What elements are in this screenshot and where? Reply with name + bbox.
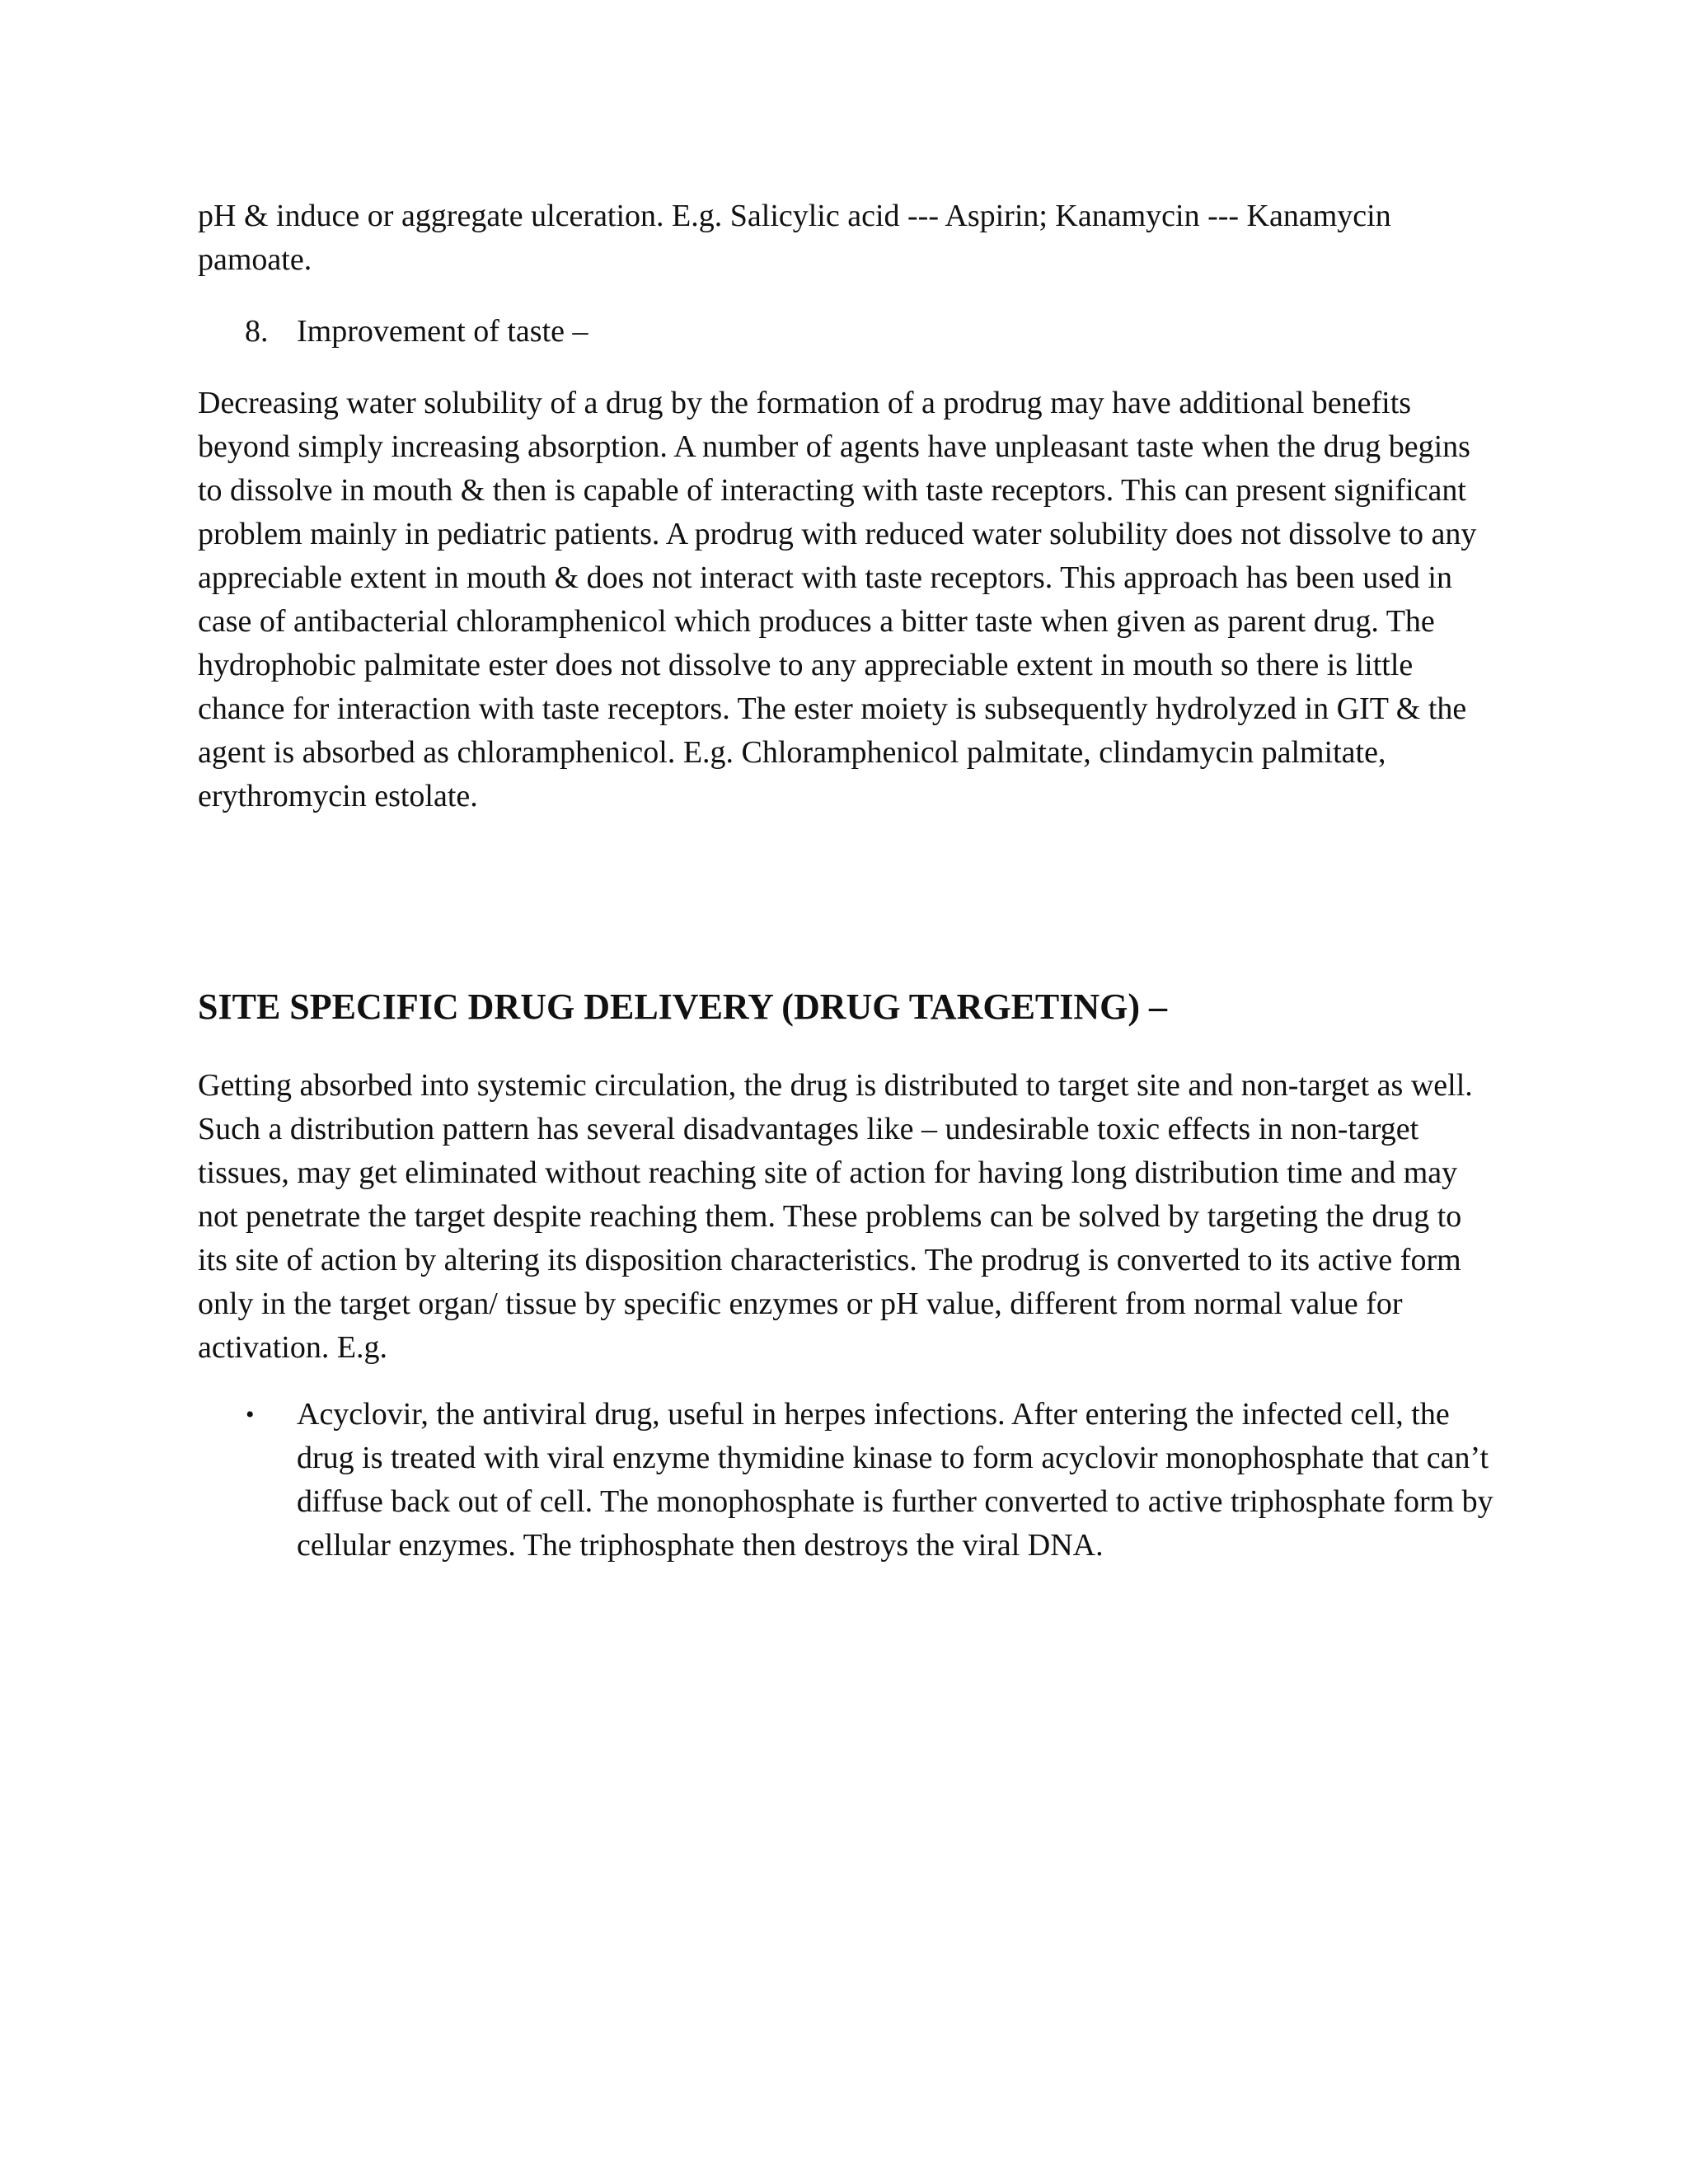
taste-paragraph: Decreasing water solubility of a drug by the formation of a prodrug may have additional benefits beyond simply increasing absorption. A number of agents have unpleasant taste when the drug begins to dissolve in mouth & then is capable of interacting with taste receptors. This can present significant problem mainly in pediatric patients. A prodrug with reduced water solubility does not dissolve to any appreciable extent in mouth & does not interact with taste receptors. This approach has been used in case of antibacterial chloramphenicol which produces a bitter taste when given as parent drug. The hydrophobic palmitate ester does not dissolve to any appreciable extent in mouth so there is little chance for interaction with taste receptors. The ester moiety is subsequently hydrolyzed in GIT & the agent is absorbed as chloramphenicol. E.g. Chloramphenicol palmitate, clindamycin palmitate, erythromycin estolate. — [198, 386, 1477, 813]
continuation-paragraph: pH & induce or aggregate ulceration. E.g. Salicylic acid --- Aspirin; Kanamycin --- Kanamycin pamoate. — [198, 199, 1391, 277]
bullet-icon: • — [246, 1401, 255, 1428]
section-heading: SITE SPECIFIC DRUG DELIVERY (DRUG TARGETING) – — [198, 987, 1168, 1027]
list-item-number: 8. — [245, 314, 269, 349]
numbered-list-item — [245, 310, 588, 354]
targeting-paragraph: Getting absorbed into systemic circulation, the drug is distributed to target site and non-target as well. Such a distribution pattern has several disadvantages like – undesirable toxic effects in non-target tissues, may get eliminated without reaching site of action for having long distribution time and may not penetrate the target despite reaching them. These problems can be solved by targeting the drug to its site of action by altering its disposition characteristics. The prodrug is converted to its active form only in the target organ/ tissue by specific enzymes or pH value, different from normal value for activation. E.g. — [198, 1068, 1473, 1365]
bullet-item-text: Acyclovir, the antiviral drug, useful in herpes infections. After entering the infected cell, the drug is treated with viral enzyme thymidine kinase to form acyclovir monophosphate that can’t diffuse back out of cell. The monophosphate is further converted to active triphosphate form by cellular enzymes. The triphosphate then destroys the viral DNA. — [297, 1397, 1493, 1563]
list-item-label: Improvement of taste – — [297, 314, 588, 349]
bullet-list-item — [198, 1393, 1496, 1568]
